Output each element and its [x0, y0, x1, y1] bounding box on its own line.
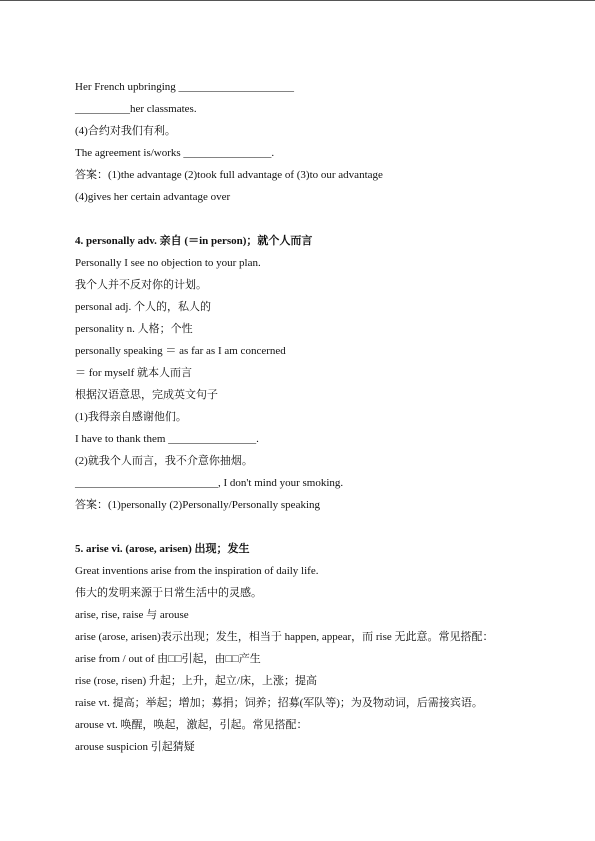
section-gap — [75, 516, 575, 538]
example-sentence: Great inventions arise from the inspiration of daily life. — [75, 565, 319, 577]
text-line: personality n. 人格；个性 — [75, 323, 193, 335]
text-line: __________her classmates. — [75, 103, 197, 115]
section-heading-personally: 4. personally adv. 亲自 (＝in person)；就个人而言 — [75, 235, 313, 247]
document-body — [75, 76, 575, 758]
section-heading-arise: 5. arise vi. (arose, arisen) 出现；发生 — [75, 543, 250, 555]
text-line: arise, rise, raise 与 arouse — [75, 609, 189, 621]
text-line: rise (rose, risen) 升起；上升，起立/床，上涨；提高 — [75, 675, 317, 687]
text-line: Her French upbringing _____________________ — [75, 81, 295, 93]
text-line: arouse suspicion 引起猜疑 — [75, 741, 195, 753]
example-translation: 伟大的发明来源于日常生活中的灵感。 — [75, 587, 262, 599]
text-line: (4)合约对我们有利。 — [75, 125, 176, 137]
text-line: arise (arose, arisen)表示出现；发生，相当于 happen, appear，而 rise 无此意。常见搭配： — [75, 631, 494, 643]
text-line: personally speaking ＝ as far as I am concerned — [75, 345, 286, 357]
text-line: The agreement is/works ________________. — [75, 147, 275, 159]
top-border-line — [0, 0, 595, 1]
section-gap — [75, 208, 575, 230]
text-line: (2)就我个人而言，我不介意你抽烟。 — [75, 455, 253, 467]
answer-line: 答案：(1)personally (2)Personally/Personally speaking — [75, 499, 321, 511]
text-line: arouse vt. 唤醒，唤起，激起，引起。常见搭配： — [75, 719, 308, 731]
text-line: (1)我得亲自感谢他们。 — [75, 411, 187, 423]
answer-line: (4)gives her certain advantage over — [75, 191, 231, 203]
example-sentence: Personally I see no objection to your plan. — [75, 257, 261, 269]
text-line: I have to thank them ________________. — [75, 433, 259, 445]
text-line: personal adj. 个人的，私人的 — [75, 301, 211, 313]
exercise-instruction: 根据汉语意思，完成英文句子 — [75, 389, 218, 401]
text-line: ＝ for myself 就本人而言 — [75, 367, 193, 379]
text-line: raise vt. 提高；举起；增加；募捐；饲养；招募(军队等)；为及物动词，后需接宾语。 — [75, 697, 483, 709]
example-translation: 我个人并不反对你的计划。 — [75, 279, 207, 291]
answer-line: 答案：(1)the advantage (2)took full advantage of (3)to our advantage — [75, 169, 383, 181]
text-line: arise from / out of 由□□引起，由□□产生 — [75, 653, 261, 665]
text-line: __________________________, I don't mind your smoking. — [75, 477, 344, 489]
